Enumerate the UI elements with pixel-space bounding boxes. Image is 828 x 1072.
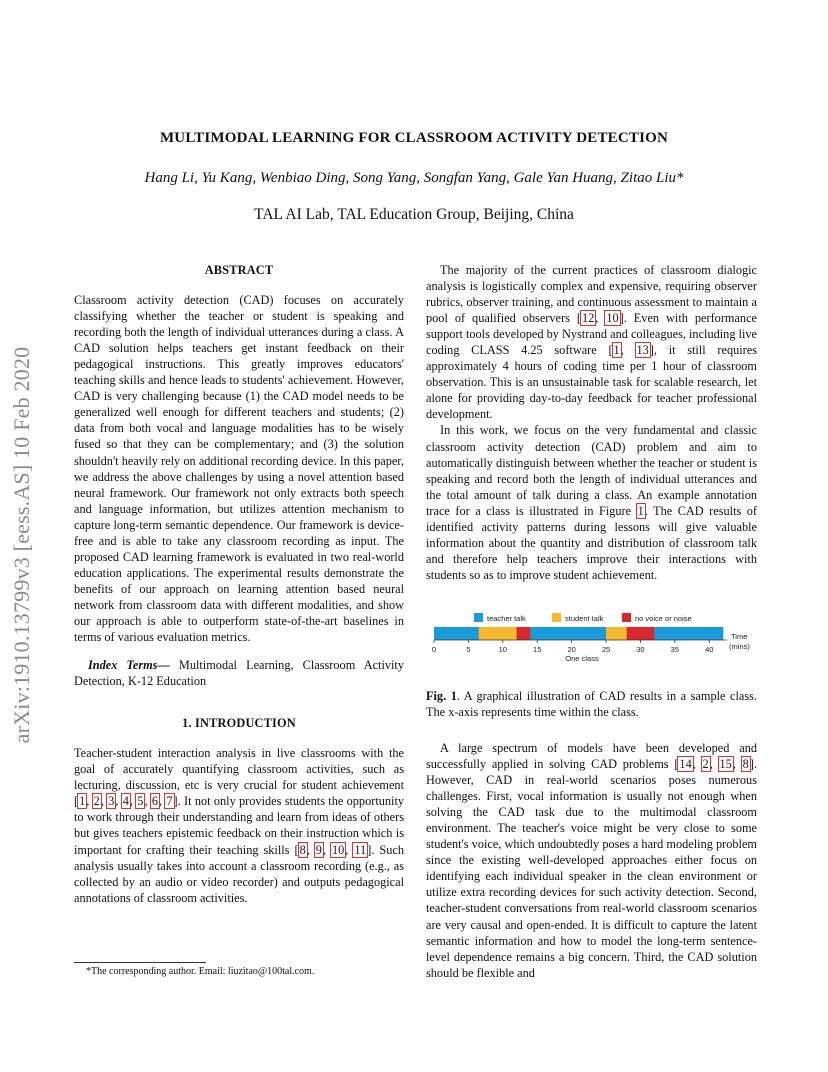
index-terms (74, 657, 404, 689)
right-text-e: . The CAD results of identified activity patterns during lessons will give valuable information about the quantity and distribution of classroom talk and therefore help teachers improve their interactions with students so as to improve student achievement. (426, 503, 758, 582)
legend-swatch (474, 613, 483, 622)
citation-link[interactable]: 10 (332, 842, 345, 857)
right-column-lower (426, 740, 757, 981)
citation-link[interactable]: 8 (299, 842, 306, 857)
cad-timeline-chart (426, 610, 757, 672)
timeline-segment (479, 627, 517, 640)
citation-link[interactable]: 5 (137, 794, 144, 809)
citation-link[interactable]: 14 (679, 757, 692, 772)
footnote: *The corresponding author. Email: liuzitao@100tal.com. (86, 966, 315, 977)
right-text-b: . Even with performance support tools developed by Nystrand and colleagues, including live coding CLASS 4.25 software (426, 311, 757, 358)
affiliation: TAL AI Lab, TAL Education Group, Beijing, China (254, 206, 574, 223)
x-tick-label: 40 (705, 645, 714, 654)
citation-link[interactable]: 2 (702, 757, 709, 772)
timeline-segment (530, 627, 606, 640)
x-tick-label: 35 (670, 645, 680, 654)
timeline-segment (654, 627, 709, 640)
citation-link[interactable]: 3 (108, 794, 115, 809)
citation-link[interactable]: 7 (166, 794, 173, 809)
x-axis-label: One class (565, 654, 599, 663)
x-tick-label: 0 (431, 645, 437, 654)
citation-link[interactable]: 2 (93, 794, 100, 809)
citation-link[interactable]: 4 (122, 794, 129, 809)
right-paragraph-1: The majority of the current practices of classroom dialogic analysis is logistically complex and expensive, requiring observer rubrics, observer training, and continuous assessment to maintain a pool of qualified observers [12, 10]. Even with performance support tools developed by Nystrand and colleagues, including live coding CLASS 4.25 software [1, 13], it still requires approximately 4 hours of coding time per 1 hour of classroom observation. This is an unsustainable task for scalable research, let alone for providing day-to-day feedback for teacher professional development. (426, 263, 757, 422)
right-text-f: A large spectrum of models have been developed and successfully applied in solving CAD problems (426, 741, 757, 772)
citation-link[interactable]: 15 (719, 757, 732, 772)
figure-1 (426, 610, 757, 672)
intro-heading: 1. INTRODUCTION (182, 716, 296, 731)
x-tick-label: 30 (636, 645, 645, 654)
x-tick-label: 15 (533, 645, 542, 654)
intro-text-c: . Such analysis usually takes into account a classroom recording (e.g., as collected by an audio or video recorder) and outputs pedagogical annotations of classroom activities. (74, 842, 404, 905)
citation-link[interactable]: 8 (742, 757, 749, 772)
timeline-segment (434, 627, 479, 640)
figure-ref-link[interactable]: 1 (637, 503, 644, 518)
citation-link[interactable]: 6 (151, 794, 158, 809)
caption-text: . A graphical illustration of CAD results in a sample class. The x-axis represents time within the class. (426, 689, 758, 720)
paper-title: MULTIMODAL LEARNING FOR CLASSROOM ACTIVITY DETECTION (159, 130, 669, 146)
axis-unit: (mins) (729, 642, 750, 651)
citation-link[interactable]: 1 (613, 343, 620, 358)
legend-label: no voice or noise (635, 614, 692, 623)
legend-swatch (552, 613, 561, 622)
citation-link[interactable]: 1 (79, 794, 86, 809)
abstract-heading: ABSTRACT (204, 263, 274, 277)
index-terms-text: Multimodal Learning, Classroom Activity Detection, K-12 Education (74, 658, 404, 689)
right-text-a: The majority of the current practices of classroom dialogic analysis is logistically complex and expensive, requiring observer rubrics, observer training, and continuous assessment to maintain a pool of qualified observers (426, 263, 757, 326)
citation-link[interactable]: 11 (354, 842, 367, 857)
right-paragraph-3: A large spectrum of models have been developed and successfully applied in solving CAD problems [14, 2, 15, 8]. However, CAD in real-world scenarios poses numerous challenges. First, vocal information is usually not enough when solving the CAD task due to the multimodal classroom environment. The teacher's voice might be very close to some student's voice, which undoubtedly poses a hard modeling problem since the existing well-developed approaches either focus on identifying each individual speaker in the clean environment or utilize extra recording devices for such activity detection. Second, teacher-student conversations from real-world classroom scenarios are very causal and open-ended. It is difficult to capture the latent semantic information and how to model the long-term sentence-level dependence remains a big concern. Third, the CAD solution should be flexible and (426, 741, 757, 980)
timeline-segment (606, 627, 627, 640)
x-tick-label: 20 (567, 645, 576, 654)
footnote-rule (74, 962, 206, 963)
intro-text-b: . It not only provides students the opportunity to work through their understanding and learn from ideas of others but gives teachers epistemic feedback on their instruction which is important for crafting their teaching skills (74, 794, 405, 857)
right-text-d: In this work, we focus on the very fundamental and classic classroom activity detection (CAD) problem and aim to automatically distinguish between whether the teacher or student is speaking and record both the length of individual utterances and the total amount of talk during a class. An example annotation trace for a class is illustrated in Figure (426, 423, 757, 518)
caption-label: Fig. 1 (426, 689, 457, 703)
right-text-c: , it still requires approximately 4 hours of coding time per 1 hour of classroom observation. This is an unsustainable task for scalable research, let alone for providing day-to-day feedback for teacher professional development. (426, 343, 757, 422)
ref-group-2: [8, 9, 10, 11] (294, 842, 372, 857)
right-paragraph-2 (426, 422, 757, 582)
intro-paragraph (74, 745, 404, 905)
axis-title: Time (731, 632, 748, 641)
abstract-text: Classroom activity detection (CAD) focuses on accurately classifying whether the teacher or student is speaking and recording both the length of individual utterances during a class. A CAD solution helps teachers get instant feedback on their pedagogical instructions. This greatly improves educators' teaching skills and hence leads to students' achievement. However, CAD is very challenging because (1) the CAD model needs to be generalized well enough for different teachers and students; (2) data from both vocal and language modalities has to be wisely fused so that they can be complementary; and (3) the solution shouldn't heavily rely on additional recording device. In this paper, we address the above challenges by using a novel attention based neural framework. Our framework not only extracts both speech and language information, but utilizes attention mechanism to capture long-term semantic dependence. Our framework is device-free and is able to take any classroom recording as input. The proposed CAD learning framework is evaluated in two real-world education applications. The experimental results demonstrate the benefits of our approach on learning attention based neural network from classroom data with different modalities, and show our approach is able to outperform state-of-the-art baselines in terms of various evaluation metrics. (74, 293, 404, 645)
citation-link[interactable]: 9 (315, 842, 322, 857)
legend-label: teacher talk (487, 614, 526, 623)
intro-text-a: Teacher-student interaction analysis in live classrooms with the goal of accurately quantifying classroom activities, such as lecturing, discussion, etc is very crucial for student achievement (74, 746, 404, 793)
author-list: Hang Li, Yu Kang, Wenbiao Ding, Song Yang, Songfan Yang, Gale Yan Huang, Zitao Liu* (144, 170, 684, 186)
index-terms-label: Index Terms— (88, 658, 170, 673)
citation-link[interactable]: 12 (581, 311, 595, 326)
ref-group-1: [1, 2, 3, 4, 5, 6, 7] (74, 794, 178, 809)
legend-label: student talk (565, 614, 604, 623)
right-text-g: . However, CAD in real-world scenarios poses numerous challenges. First, vocal information is usually not enough when solving the CAD task due to the multimodal classroom environment. The teacher's voice might be very close to some student's voice, which undoubtedly poses a hard modeling problem since the existing well-developed approaches either focus on identifying each individual speaker in the clean environment or utilize extra recording devices for such activity detection. Second, teacher-student conversations from real-world classroom scenarios are very causal and open-ended. It is difficult to capture the latent semantic information and how to model the long-term sentence-level dependence remains a big concern. Third, the CAD solution should be flexible and (426, 757, 757, 980)
citation-link[interactable]: 13 (636, 343, 649, 358)
timeline-segment (627, 627, 655, 640)
arxiv-id: arXiv:1910.13799v3 [eess.AS] 10 Feb 2020 (9, 346, 34, 744)
figure-caption (426, 688, 757, 720)
left-column (74, 262, 404, 906)
right-column (426, 262, 757, 583)
timeline-segment (709, 627, 723, 640)
x-tick-label: 5 (466, 645, 471, 654)
x-tick-label: 10 (498, 645, 507, 654)
citation-link[interactable]: 10 (606, 311, 619, 326)
legend-swatch (622, 613, 631, 622)
x-tick-label: 25 (601, 645, 611, 654)
timeline-segment (517, 627, 531, 640)
